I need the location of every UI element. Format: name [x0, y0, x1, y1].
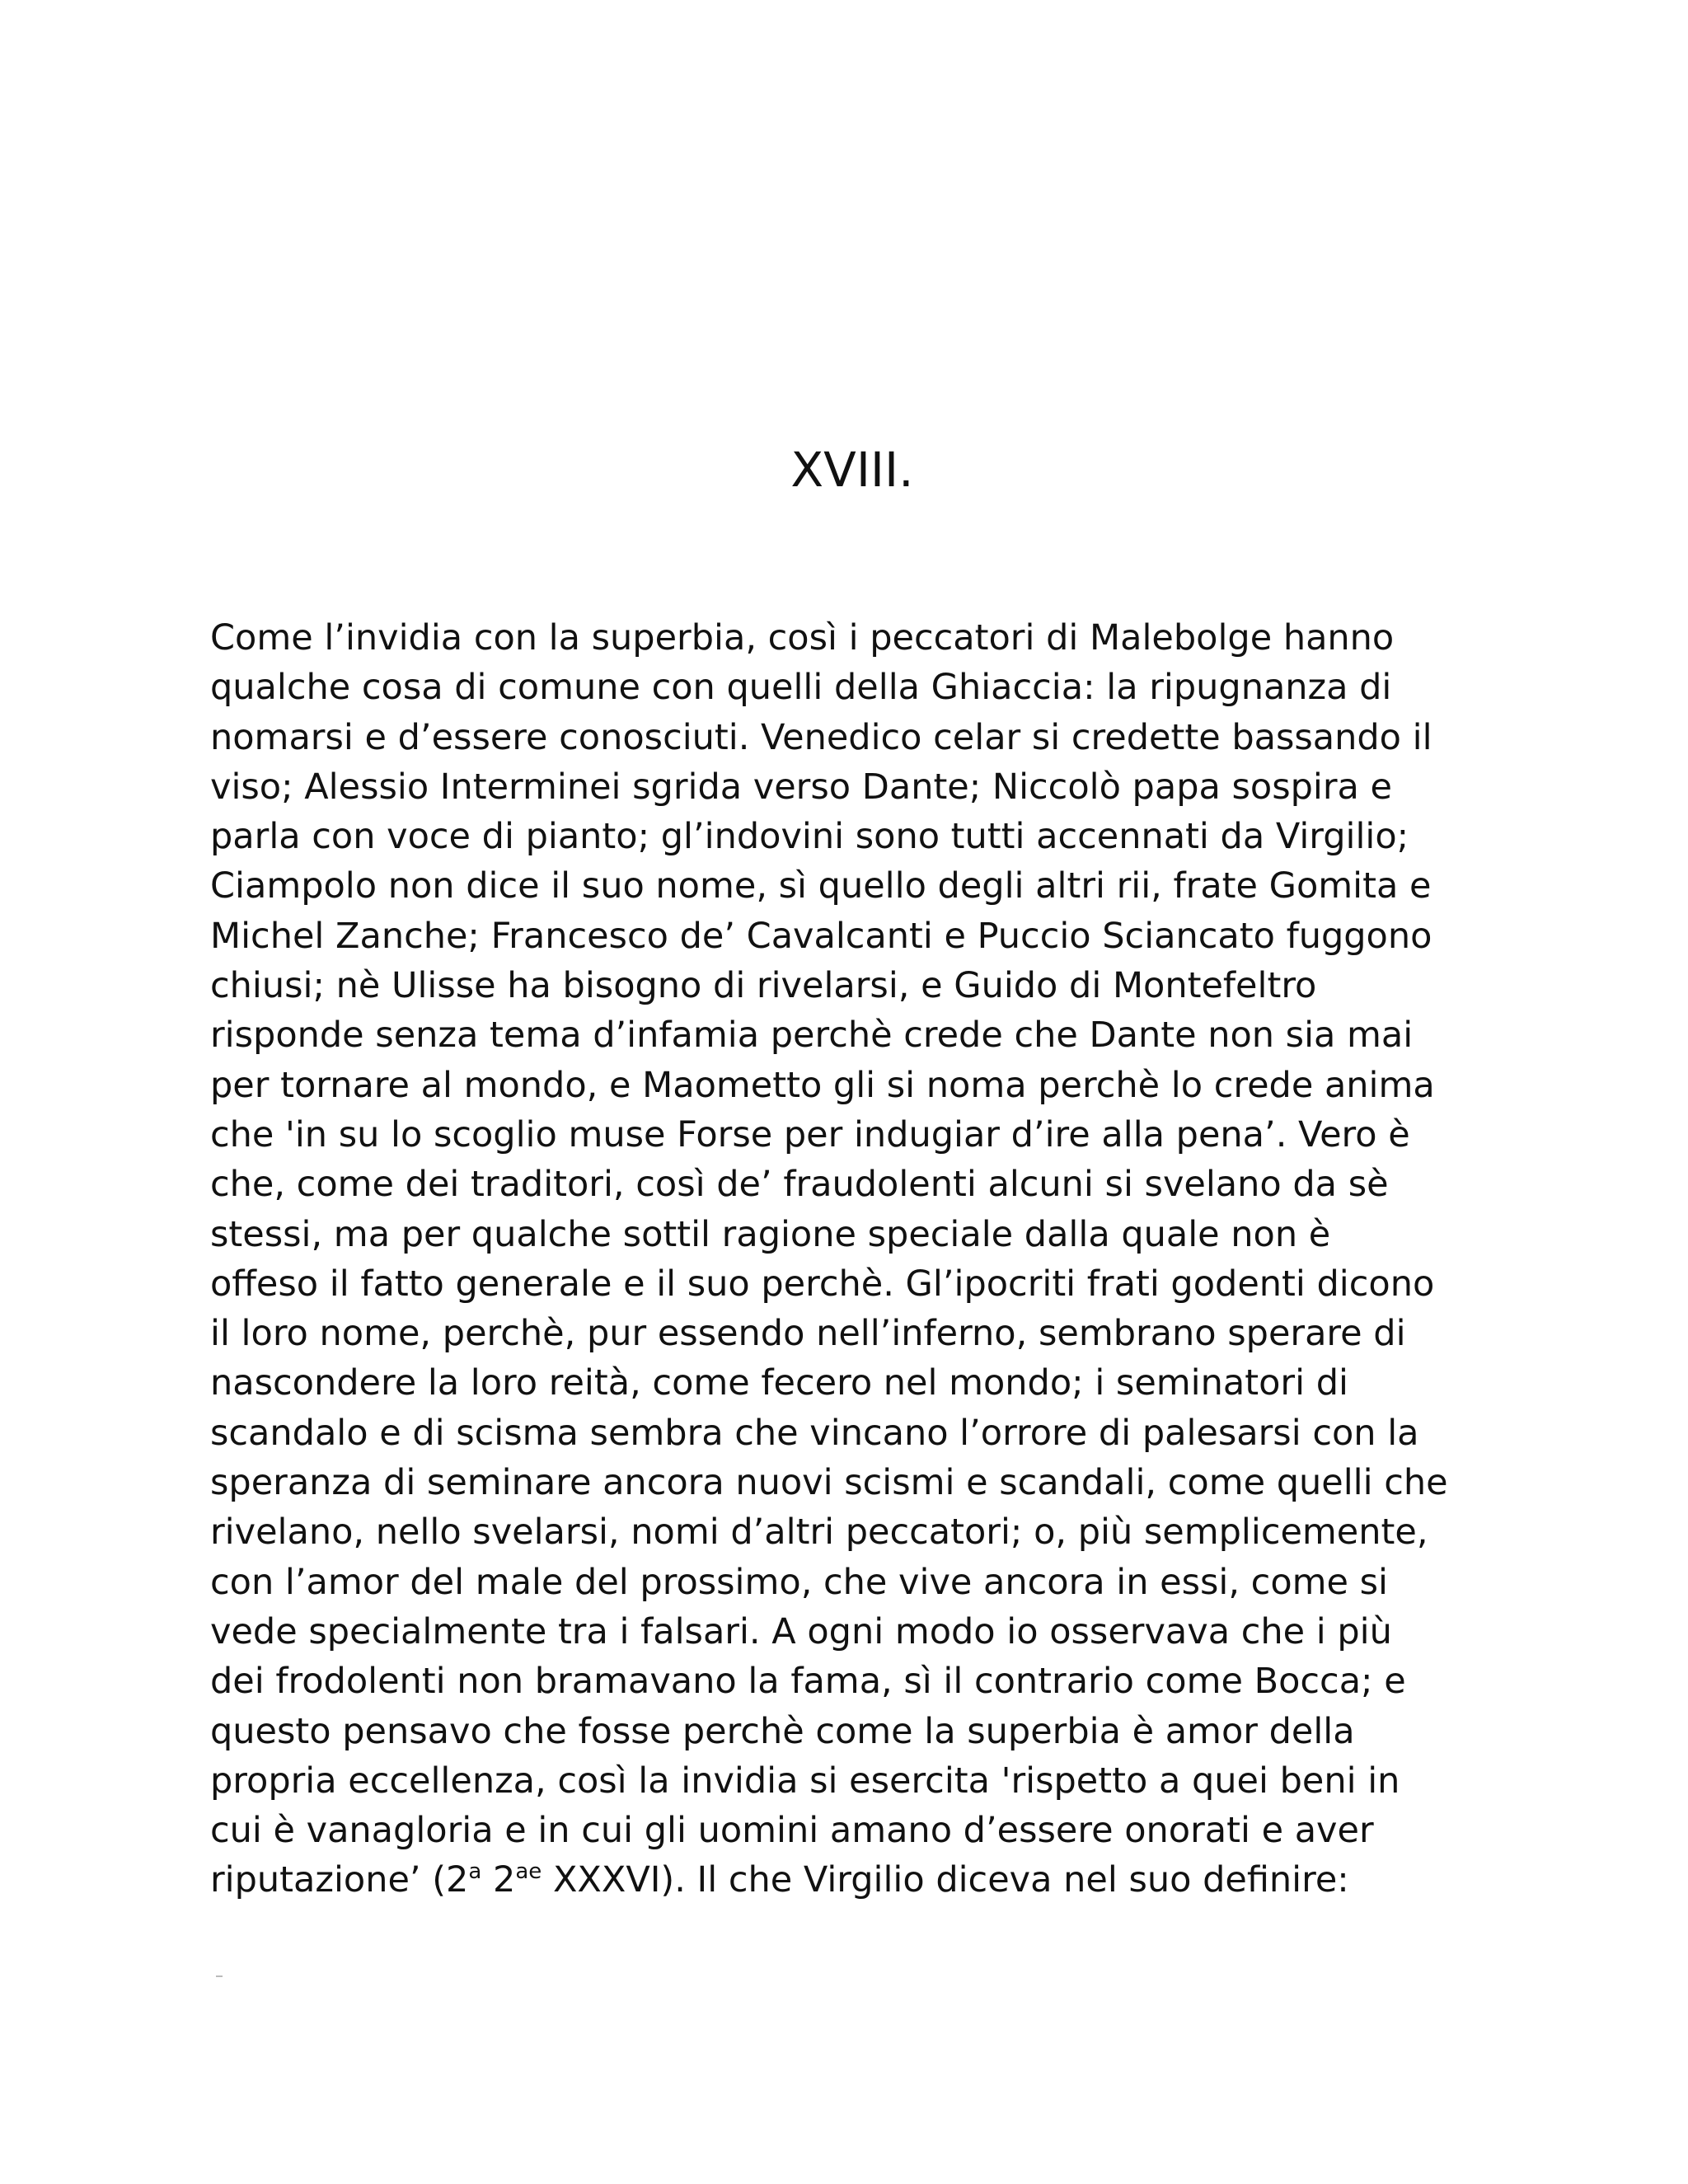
text-line: il loro nome, perchè, pur essendo nell’inferno, sembrano sperare di	[210, 1313, 1406, 1355]
text-line: vede specialmente tra i falsari. A ogni modo io osservava che i più	[210, 1610, 1392, 1652]
text-line: Come l’invidia con la superbia, così i peccatori di Malebolge hanno	[210, 617, 1395, 658]
text-line: nascondere la loro reità, come fecero nel mondo; i seminatori di	[210, 1362, 1348, 1404]
text-line: qualche cosa di comune con quelli della Ghiaccia: la ripugnanza di	[210, 667, 1392, 709]
text-line: viso; Alessio Interminei sgrida verso Dante; Niccolò papa sospira e	[210, 766, 1393, 808]
text-line: rivelano, nello svelarsi, nomi d’altri peccatori; o, più semplicemente,	[210, 1511, 1428, 1554]
text-line: propria eccellenza, così la invidia si esercita 'rispetto a quei beni in	[210, 1760, 1400, 1802]
superscript: a	[468, 1859, 482, 1885]
body-paragraph	[210, 613, 1496, 1905]
text-fragment: XXXVI). Il che Virgilio diceva nel suo definire:	[542, 1859, 1349, 1901]
chapter-title: XVIII.	[790, 442, 914, 498]
text-line: parla con voce di pianto; gl’indovini sono tutti accennati da Virgilio;	[210, 816, 1409, 858]
text-line: Ciampolo non dice il suo nome, sì quello degli altri rii, frate Gomita e	[210, 865, 1432, 907]
text-line: scandalo e di scisma sembra che vincano l’orrore di palesarsi con la	[210, 1412, 1419, 1454]
text-line: nomarsi e d’essere conosciuti. Venedico celar si credette bassando il	[210, 716, 1432, 758]
text-line: questo pensavo che fosse perchè come la superbia è amor della	[210, 1710, 1355, 1752]
stray-mark	[216, 1975, 223, 1977]
text-line: cui è vanagloria e in cui gli uomini amano d’essere onorati e aver	[210, 1810, 1374, 1852]
text-line: dei frodolenti non bramavano la fama, sì il contrario come Bocca; e	[210, 1661, 1406, 1703]
text-line: Michel Zanche; Francesco de’ Cavalcanti e Puccio Sciancato fuggono	[210, 915, 1432, 957]
text-line-last	[210, 1855, 1496, 1905]
text-fragment: riputazione’ (2	[210, 1859, 469, 1901]
text-line: che 'in su lo scoglio muse Forse per indugiar d’ire alla pena’. Vero è	[210, 1113, 1410, 1155]
text-fragment: 2	[481, 1859, 516, 1901]
text-line: stessi, ma per qualche sottil ragione speciale dalla quale non è	[210, 1213, 1331, 1255]
text-line: chiusi; nè Ulisse ha bisogno di rivelarsi, e Guido di Montefeltro	[210, 965, 1317, 1007]
text-line: offeso il fatto generale e il suo perchè. Gl’ipocriti frati godenti dicono	[210, 1263, 1435, 1305]
text-line: che, come dei traditori, così de’ fraudolenti alcuni si svelano da sè	[210, 1164, 1389, 1206]
superscript: ae	[515, 1859, 542, 1885]
text-line: con l’amor del male del prossimo, che vive ancora in essi, come si	[210, 1561, 1388, 1603]
text-line: per tornare al mondo, e Maometto gli si noma perchè lo crede anima	[210, 1064, 1435, 1106]
text-line: risponde senza tema d’infamia perchè crede che Dante non sia mai	[210, 1015, 1414, 1057]
text-line: speranza di seminare ancora nuovi scismi e scandali, come quelli che	[210, 1462, 1448, 1504]
